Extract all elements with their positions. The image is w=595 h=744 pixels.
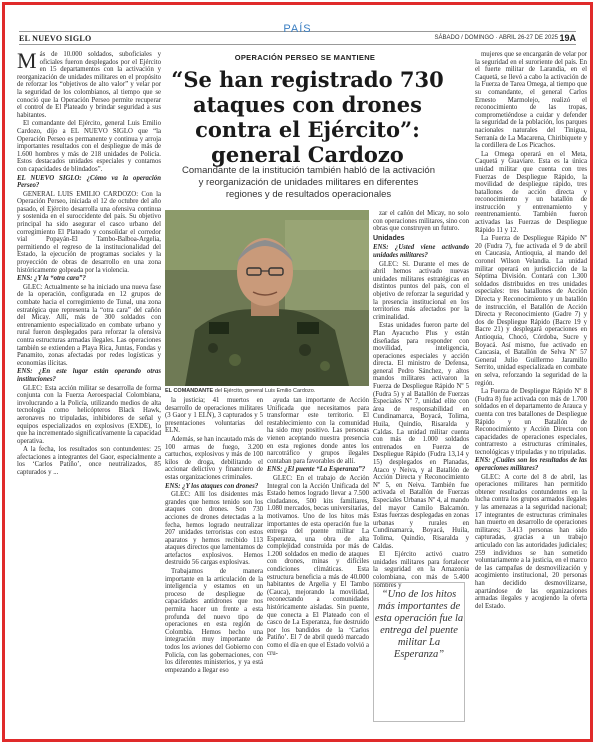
paragraph-text: Estas unidades fueron parte del Plan Ayacucho Plus y están diseñadas para responder con movilidad, inteligencia, operaciones especiales y acción directa. El ministro de Defensa, general Pedro Sánchez, y altos mandos militares activaron la Fuerza de Despliegue Rápido Nº 5 (Fudra 5) y al Batallón de Fuerzas Especiales Nº 7, unidad elite con área de responsabilidad en Cundinamarca, Boyacá, Tolima, Huila, Quindío, Risaralda y Caldas. La unidad militar cuenta con más de 1.000 soldados entrenados en Fuerza de Despliegue Rápido (Fudra 13,14 y 15) desplegados en Planadas, Ataco y Neiva, y al Batallón de Acción Directa y Reconocimiento Nº 5, en Neiva. También fue activada el Batallón de Fuerzas Especiales Urbanas Nº 4, al mando del mayor Camilo Balcamón. Estas fuerzas desplegadas en zonas urbanas y rurales en Cundinamarca, Boyacá, Huila, Tolima, Quindío, Risaralda y Caldas. <box>373 322 469 550</box>
paragraph <box>475 151 587 235</box>
masthead-bar <box>19 23 576 45</box>
paragraph <box>165 436 263 482</box>
interview-question <box>165 483 263 491</box>
interview-question <box>17 175 161 190</box>
paragraph <box>475 474 587 611</box>
paragraph <box>17 48 161 119</box>
interview-question <box>373 244 469 259</box>
interview-question <box>267 466 369 474</box>
interview-question <box>475 457 587 472</box>
paragraph-text: A la fecha, los resultados son contundentes: 25 afectaciones a integrantes del Gaor, especialmente a los ‘Carlos Patiño’, once neutralizados, 85 capturados y ... <box>17 446 161 477</box>
paragraph-text: La Omega operará en el Meta, Caquetá y Guaviare. Esta es la única unidad militar que cuenta con tres Fuerzas de Despliegue Rápido, la movilidad de despliegue rápido, tres batallones de acción directa y reconocimiento y un batallón de instrucción y entrenamiento y reentrenamiento. También fueron activadas las Fuerzas de Despliegue Rápido 11 y 12. <box>475 150 587 234</box>
paragraph-text: GLEC: Esta acción militar se desarrolla de forma conjunta con la Fuerza Aeroespacial Colombiana, involucrando a la Policía, utilizando medios de alta tecnología como helicópteros Black Hawk, aeronaves no tripuladas, inhibidores de señal y equipos especializados en explosivos (EXDE), lo que ha incrementado significativamente la capacidad operativa. <box>17 384 161 445</box>
interview-question <box>17 275 161 283</box>
paragraph-text: GLEC: A corte del 8 de abril, las operaciones militares han permitido obtener resultados contundentes en la lucha contra los grupos armados ilegales y las amenazas a la seguridad nacional; 17 integrantes de estructuras criminales han muerto en desarrollo de operaciones militares; 3.413 personas han sido capturadas, gracias a un trabajo articulado con las autoridades judiciales; 259 individuos se han sometido voluntariamente a la justicia, en el marco de las campañas de desmovilización y acogimiento institucional, 20 personas han decidido desmovilizarse, apartándose de las organizaciones armadas ilegales y acogiendo la oferta del Estado. <box>475 473 587 610</box>
general-portrait-photo <box>165 210 369 386</box>
paragraph-text: Además, se han incautado más de 100 armas de fuego, 3.200 cartuchos, explosivos y más de 100 kilos de droga, debilitando el accionar delictivo y financiero de estas organizaciones criminales. <box>165 435 263 481</box>
paragraph <box>165 568 263 674</box>
paragraph-text: mujeres que se encargarán de velar por la seguridad en el suroriente del país. En el fuerte militar de Larandia, en el Caquetá, se llevó a cabo la activación de la Fuerza de Tarea Omega, al tiempo que su comandante, el general Carlos Ernesto Marmolejo, realizó el reconocimiento de las tropas, comprometiéndose a cuidar y defender la seguridad de la población, los parques nacionales naturales del Tinigua, Serranía de La Macarena, Chiribiquete y la cordillera de Los Picachos. <box>475 51 587 150</box>
paragraph <box>17 284 161 368</box>
paragraph-text: ás de 10.000 soldados, suboficiales y oficiales fueron desplegados por el Ejército en 15 departamentos con la activación y reorganización de unidades militares en el propósito de reforzar los “objetivos de alto valor” y velar por la seguridad de los colombianos, al tiempo que se conoció que la Operación Perseo permite recuperar el control de El Plateado y brindar seguridad a sus habitantes. <box>17 51 161 119</box>
article-column-3 <box>267 397 369 727</box>
pull-quote-text: “Uno de los hitos más importantes de esta operación fue la entrega del puente militar La Esperanza” <box>374 589 464 660</box>
paragraph <box>17 385 161 446</box>
paragraph-text: ENS: ¿Cuáles son los resultados de las operaciones militares? <box>475 457 587 473</box>
article-subhead: Comandante de la institución también habló de la activación y reorganización de unidades militares en diferentes regiones y de resultados operacionales <box>182 165 435 200</box>
paragraph <box>373 322 469 550</box>
photo-caption <box>165 388 369 394</box>
paragraph <box>17 120 161 173</box>
paragraph-text: GLEC: Actualmente se ha iniciado una nueva fase de la operación, configurada en 12 grupos de combate hacia el corregimiento de Tunal, una zona estratégica que representa la “otra cara” del cañón del Micay. Allí, más de 300 soldados con entrenamiento especializado en combate urbano y rural fueron desplegados para reforzar la ofensiva contra estructuras armadas ilegales. Las operaciones también se extienden a Playa Rica, Juntas, Fondas y Panamito, zonas afectadas por redes logísticas y economías ilícitas. <box>17 283 161 367</box>
newspaper-brand: EL NUEVO SIGLO <box>19 34 92 43</box>
paragraph-text: la justicia; 41 muertos en desarrollo de operaciones militares (3 Gaor y 1 ELN), 3 capturados y 5 presentaciones voluntarias del ELN. <box>165 397 263 435</box>
section-label: PAÍS <box>283 23 312 35</box>
article-kicker: OPERACIÓN PERSEO SE MANTIENE <box>234 53 376 62</box>
subsection-heading <box>373 235 469 243</box>
paragraph <box>267 397 369 465</box>
article-column-5 <box>475 51 587 727</box>
paragraph-text: El Ejército activó cuatro unidades militares para fortalecer la seguridad en la Amazonia colombiana, con más de 5.400 hombres y <box>373 551 469 589</box>
paragraph-text: ENS: ¿En este lugar están operando otras instituciones? <box>17 368 161 383</box>
paragraph-text: La Fuerza de Despliegue Rápido Nº 20 (Fudra 7), fue activada el 9 de abril en Caucasia, Antioquia, al mando del coronel Wilson Velandia. La unidad militar operará en jurisdicción de la Séptima División. Contará con 1.300 soldados distribuidos en tres unidades especiales: tres batallones de Acción Directa y Reconocimiento y un batallón de instrucción, el Batallón de Acción Directa y Reconocimiento (Gadre 7) y dos de Despliegue Rápido (Bacre 19 y Bacre 21) y desplegará operaciones en Antioquia, Chocó, Córdoba, Sucre y Boyacá. Así mismo, fue activado en Caucasia, el Batallón de Selva Nº 57 General Julio Guillermo Jaramillo Serrito, unidad especializada en combate en selva, reforzando la seguridad de la región. <box>475 235 587 387</box>
portrait-illustration <box>165 210 369 386</box>
paragraph <box>373 210 469 233</box>
article-column-1 <box>17 48 161 727</box>
paragraph <box>373 261 469 322</box>
paragraph-text: EL NUEVO SIGLO: ¿Cómo va la operación Perseo? <box>17 174 161 190</box>
paragraph-text: GENERAL LUIS EMILIO CARDOZO: Con la Operación Perseo, iniciada el 12 de octubre del año pasado, el Ejército desarrolla una ofensiva continua y sostenida en el suroccidente del país. Su objetivo principal ha sido asegurar el casco urbano del corregimiento El Plateado y consolidar el corredor vial Popayán-El Tambo-Balboa-Argelia, permitiendo el regreso de la institucionalidad del Estado, la ejecución de programas sociales y la proyección de obras de desarrollo en una zona históricamente golpeada por la violencia. <box>17 190 161 274</box>
paragraph-text: Unidades <box>373 234 405 242</box>
interview-question <box>17 368 161 383</box>
paragraph <box>165 397 263 435</box>
article-headline: “Se han registrado 730 ataques con drones contra el Ejército”: general Cardozo <box>171 67 444 167</box>
paragraph-text: ENS: ¿Y la “otra cara”? <box>17 275 86 283</box>
paragraph-text: ENS: ¿El puente “La Esperanza”? <box>267 466 366 474</box>
page-frame <box>2 2 593 742</box>
paragraph-text: El comandante del Ejército, general Luis Emilio Cardozo, dijo a EL NUEVO SIGLO que “la Operación Perseo es permanente y continua y arroja importantes resultados con el despliegue de más de 1.600 hombres y más de 218 unidades de Policía. Estos destacados unidades especiales y contamos con capacidades de blindados”. <box>17 120 161 173</box>
drop-cap: M <box>17 48 37 73</box>
paragraph-text: GLEC: Sí. Durante el mes de abril hemos activado nuevas unidades militares estratégicas en distintos puntos del país, con el objetivo de reforzar la seguridad y la presencia institucional en los territorios más afectados por la criminalidad. <box>373 260 469 321</box>
paragraph-text: zar el cañón del Micay, no solo con operaciones militares, sino con obras que construyen un futuro. <box>373 210 469 233</box>
caption-lead: EL COMANDANTE <box>165 388 214 394</box>
dateline: SÁBADO / DOMINGO · ABRIL 26-27 DE 2025 <box>434 35 558 41</box>
paragraph <box>17 191 161 275</box>
pull-quote-box <box>373 582 465 722</box>
paragraph-text: ENS: ¿Y los ataques con drones? <box>165 482 259 490</box>
page-number: 19A <box>559 33 576 43</box>
paragraph-text: GLEC: En el trabajo de Acción Integral con la Acción Unificada del Estado hemos logrado llevar a 7.500 ciudadanos, 500 kits familiares, 1.080 mercados, becas universitarias, motivamos. Uno de los hitos más importantes de esta operación fue la entrega del puente militar La Esperanza, una obra de alta complejidad construida por más de 1.200 soldados en medio de ataques con drones, minas y difíciles condiciones climáticas. Esta estructura beneficia a más de 40.000 habitantes de Argelia y El Tambo (Cauca), mejorando la movilidad, reconectando a comunidades históricamente aisladas. Sin puente, que conecta a El Plateado con el casco de La Esperanza, fue destruido por los bandidos de la ‘Carlos Patiño’. El 7 de abril quedó marcado como el día en que el Estado volvió a cru- <box>267 474 369 657</box>
paragraph <box>17 446 161 476</box>
paragraph <box>475 51 587 150</box>
article-column-2 <box>165 397 263 727</box>
paragraph-text: ayuda tan importante de Acción Unificada que necesitamos para transformar este territorio. El restablecimiento con la comunidad ha sido muy positivo. Las personas vienen aceptando nuestra presencia en esta regiones donde antes los narcotráfico y grupos ilegales contaban para favorables de allí. <box>267 397 369 465</box>
paragraph <box>475 388 587 456</box>
paragraph-text: Trabajamos de manera importante en la articulación de la inteligencia y estamos en un proceso de despliegue de capacidades antidrones que nos permita hacer un frente a esta profunda del nuevo tipo de operaciones en esta región de Colombia. Hemos hecho una integración muy importante de todos los aviones del Gobierno con Policía, con las gobernaciones, con los diferentes ministerios, y ya está empezando a llegar eso <box>165 568 263 674</box>
paragraph <box>165 491 263 567</box>
paragraph <box>475 235 587 387</box>
paragraph-text: La Fuerza de Despliegue Rápido Nº 8 (Fudra 8) fue activada con más de 1.700 soldados en el departamento de Arauca y cuenta con tres batallones de Despliegue Rápido y un Batallón de Reconocimiento y Acción Directa con capacidades de operaciones especiales, contrarresto a estructuras criminales, tecnológicas y tripuladas y no tripuladas. <box>475 388 587 456</box>
article-column-4 <box>373 210 469 589</box>
caption-text: del Ejército, general Luis Emilio Cardozo. <box>214 388 316 394</box>
paragraph-text: ENS: ¿Usted viene activando unidades militares? <box>373 244 469 259</box>
paragraph-text: GLEC: Allí los disidentes más grandes que hemos tenido son los ataques con drones. Son 730 acciones de drones detectadas a la fecha, hemos logrado neutralizar 207 unidades terroristas con estos aparatos y hemos recibido 113 ataques directos que lamentamos de artefactos explosivos. Hemos destruido 56 cargas explosivas. <box>165 491 263 567</box>
paragraph <box>267 475 369 657</box>
